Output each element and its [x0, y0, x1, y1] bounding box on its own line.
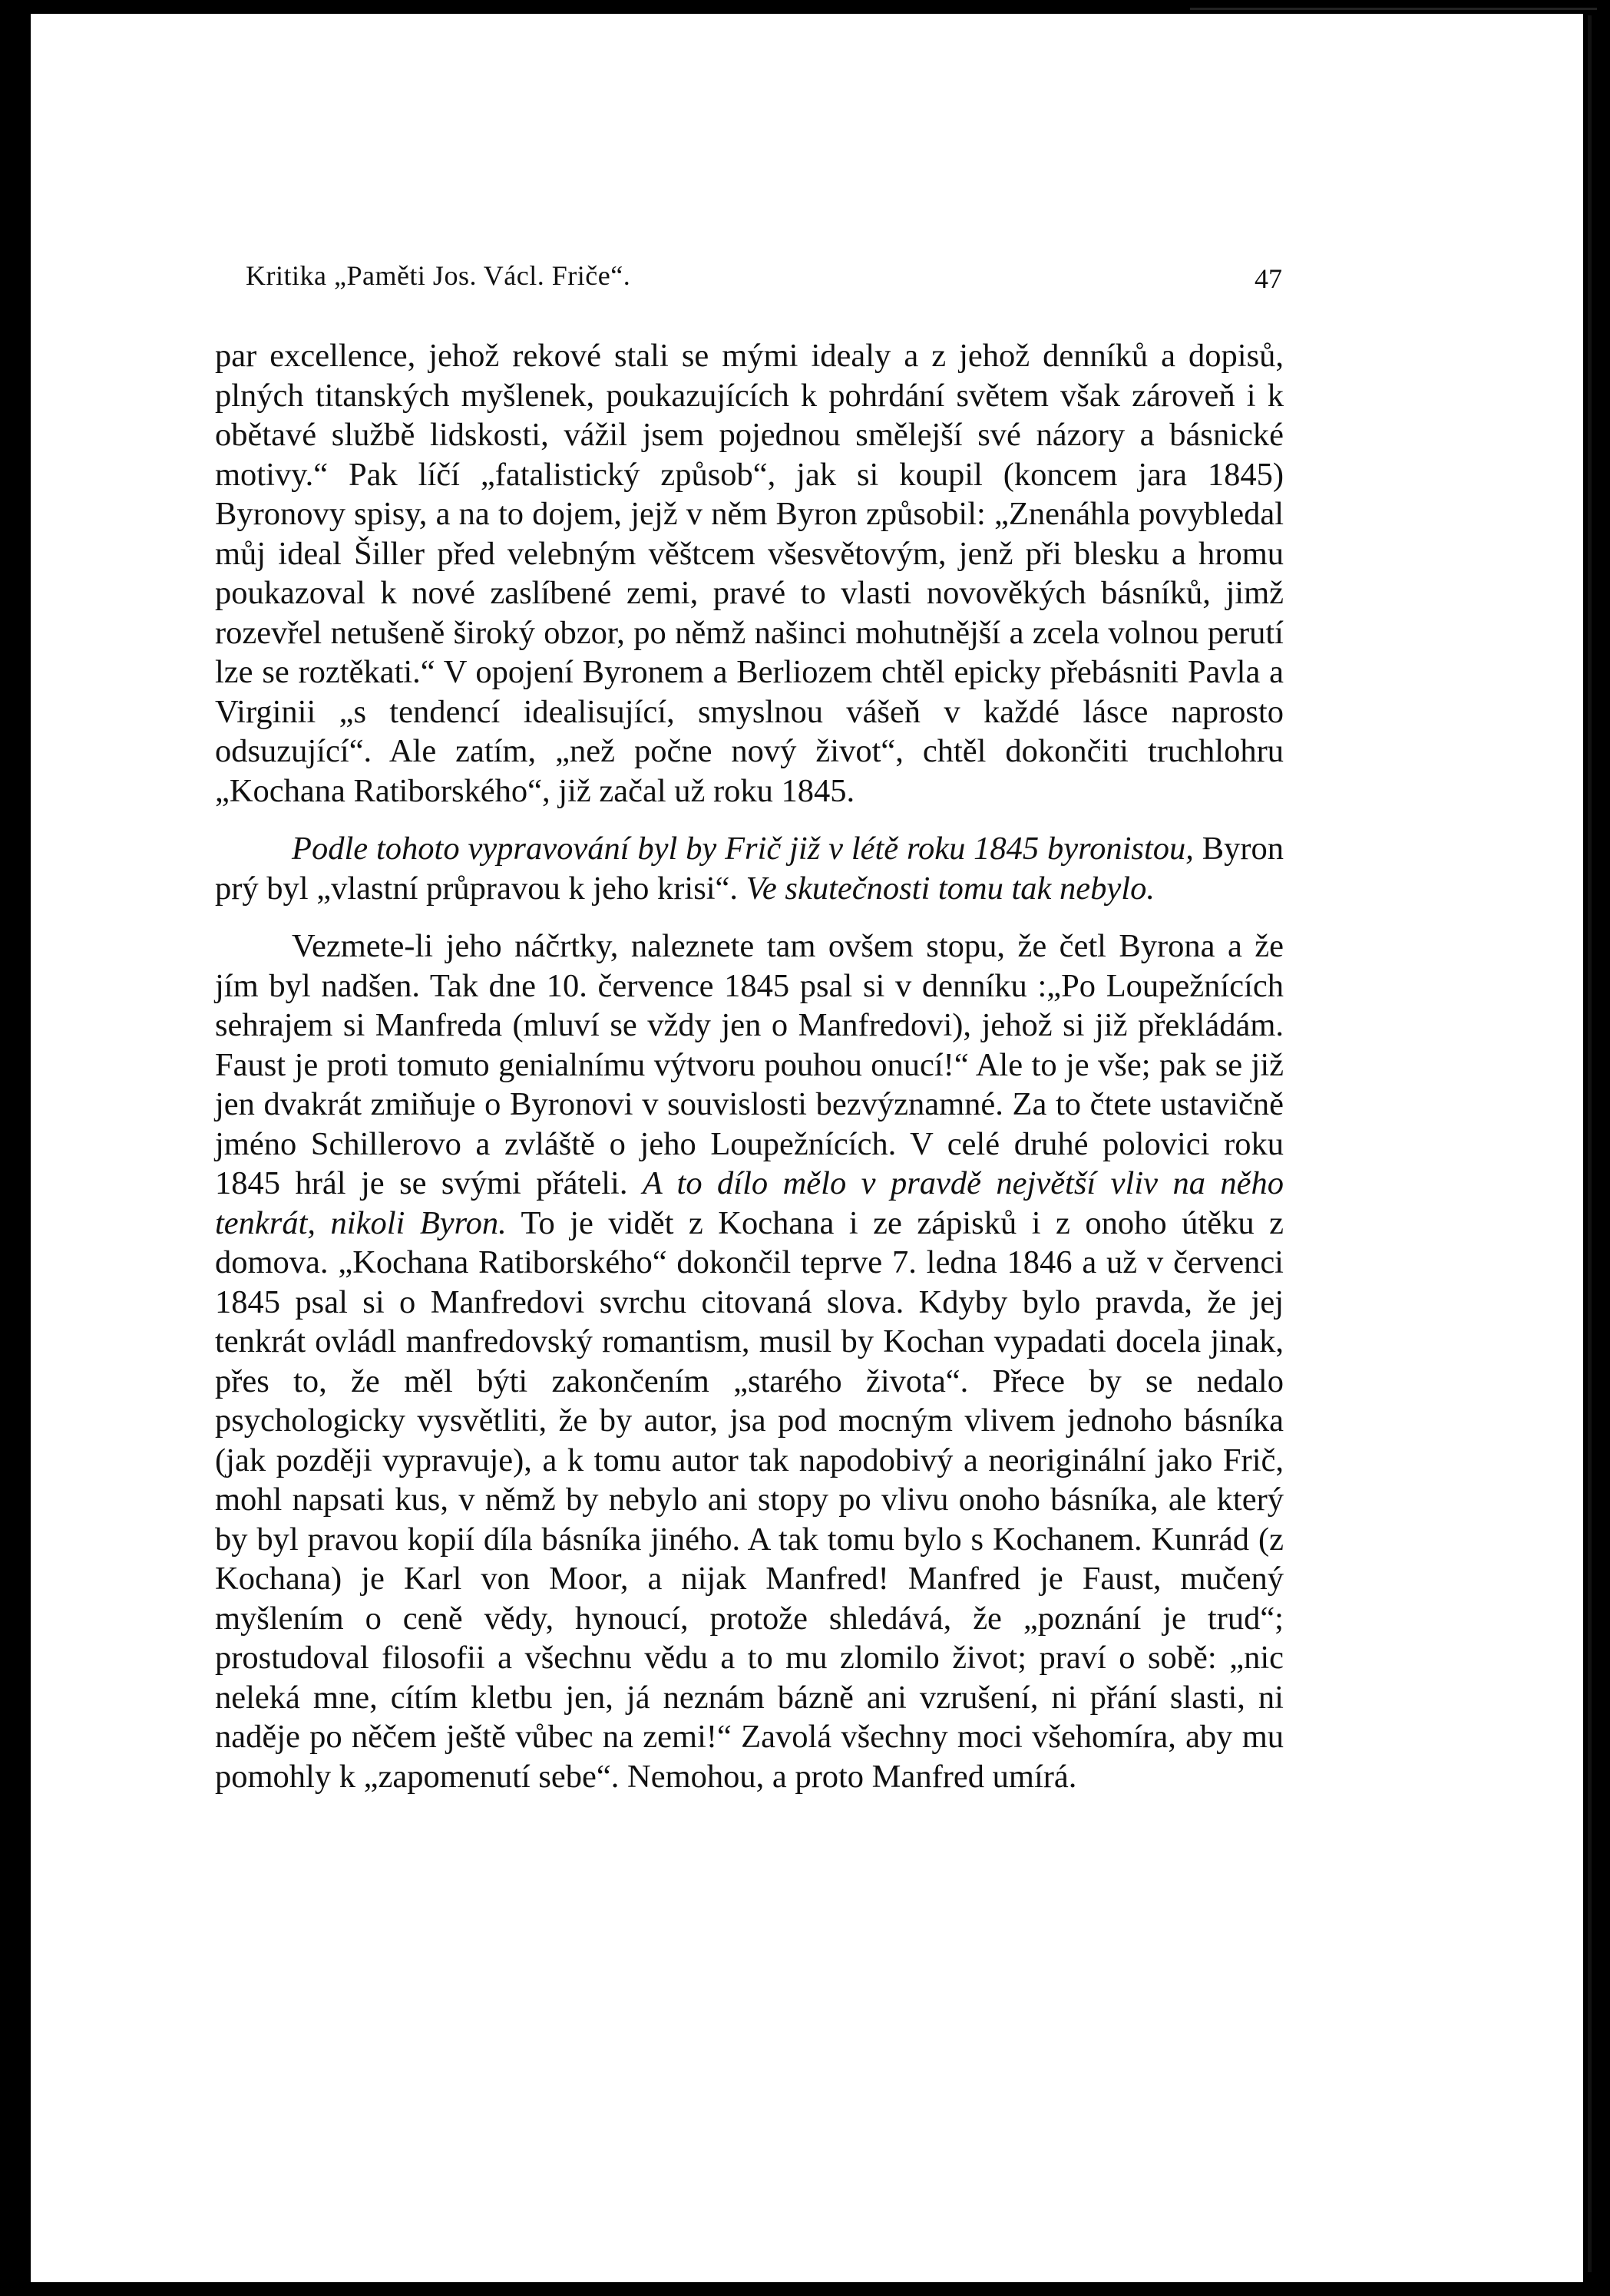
scan-edge-right	[1588, 15, 1592, 2272]
running-head-title: Kritika „Paměti Jos. Václ. Friče“.	[246, 260, 631, 291]
paragraph-3	[215, 927, 1284, 1796]
paragraph-3-text-b: To je vidět z Kochana i ze zápisků i z onoho útěku z domova. „Kochana Ratiborského“ dokončil teprve 7. ledna 1846 a už v červenci 1845 psal si o Manfredovi svrchu citovaná slova. Kdyby bylo pravda, že jej tenkrát ovládl manfredovský romantism, musil by Kochan vypadati docela jinak, přes to, že měl býti zakončením „starého života“. Přece by se nedalo psychologicky vysvětliti, že by autor, jsa pod mocným vlivem jednoho básníka (jak později vypravuje), a k tomu autor tak napodobivý a neoriginální jako Frič, mohl napsati kus, v němž by nebylo ani stopy po vlivu onoho básníka, ale který by byl pravou kopií díla básníka jiného. A tak tomu bylo s Kochanem. Kunrád (z Kochana) je Karl von Moor, a nijak Manfred! Manfred je Faust, mučený myšlením o ceně vědy, hynoucí, protože shledává, že „poznání je trud“; prostudoval filosofii a všechnu vědu a to mu zlomilo život; praví o sobě: „nic neleká mne, cítím kletbu jen, já neznám bázně ani vzrušení, ni přání slasti, ni naděje po něčem ještě vůbec na zemi!“ Zavolá všechny moci všehomíra, aby mu pomohly k „zapomenutí sebe“. Nemohou, a proto Manfred umírá.	[215, 1204, 1284, 1795]
paragraph-2-italic-lead: Podle tohoto vypravování byl by Frič již v létě roku 1845 byronistou,	[292, 831, 1194, 867]
page-number: 47	[1255, 263, 1282, 294]
paragraph-2-text: Byron prý byl „vlastní průpravou k jeho krisi“.	[215, 831, 1284, 907]
paragraph-2-italic-close: Ve skutečnosti tomu tak nebylo.	[745, 870, 1155, 907]
paragraph-2	[215, 829, 1284, 908]
body-text	[215, 336, 1284, 1815]
paragraph-3-text-a: Vezmete-li jeho náčrtky, naleznete tam ovšem stopu, že četl Byrona a že jím byl nadšen. Tak dne 10. července 1845 psal si v denníku :„Po Loupežnících sehrajem si Manfreda (mluví se vždy jen o Manfredovi), jehož si již překládám. Faust je proti tomuto genialnímu výtvoru pouhou onucí!“ Ale to je vše; pak se již jen dvakrát zmiňuje o Byronovi v souvislosti bezvýznamné. Za to čtete ustavičně jméno Schillerovo a zvláště o jeho Loupežnících. V celé druhé polovici roku 1845 hrál je se svými přáteli.	[215, 928, 1284, 1201]
scan-edge-top	[1190, 8, 1597, 10]
paragraph-1: par excellence, jehož rekové stali se mými idealy a z jehož denníků a dopisů, plných titanských myšlenek, poukazujících k pohrdání světem však zároveň i k obětavé službě lidskosti, vážil jsem pojednou smělejší své názory a básnické motivy.“ Pak líčí „fatalistický způsob“, jak si koupil (koncem jara 1845) Byronovy spisy, a na to dojem, jejž v něm Byron způsobil: „Znenáhla povybledal můj ideal Šiller před velebným věštcem všesvětovým, jenž při blesku a hromu poukazoval k nové zaslíbené zemi, pravé to vlasti novověkých básníků, jimž rozevřel netušeně široký obzor, po němž našinci mohutnější a zcela volnou perutí lze se roztěkati.“ V opojení Byronem a Berliozem chtěl epicky přebásniti Pavla a Virginii „s tendencí idealisující, smyslnou vášeň v každé lásce naprosto odsuzující“. Ale zatím, „než počne nový život“, chtěl dokončiti truchlohru „Kochana Ratiborského“, již začal už roku 1845.	[215, 338, 1284, 809]
paragraph-3-italic: A to dílo mělo v pravdě největší vliv na něho tenkrát, nikoli Byron.	[215, 1165, 1284, 1241]
